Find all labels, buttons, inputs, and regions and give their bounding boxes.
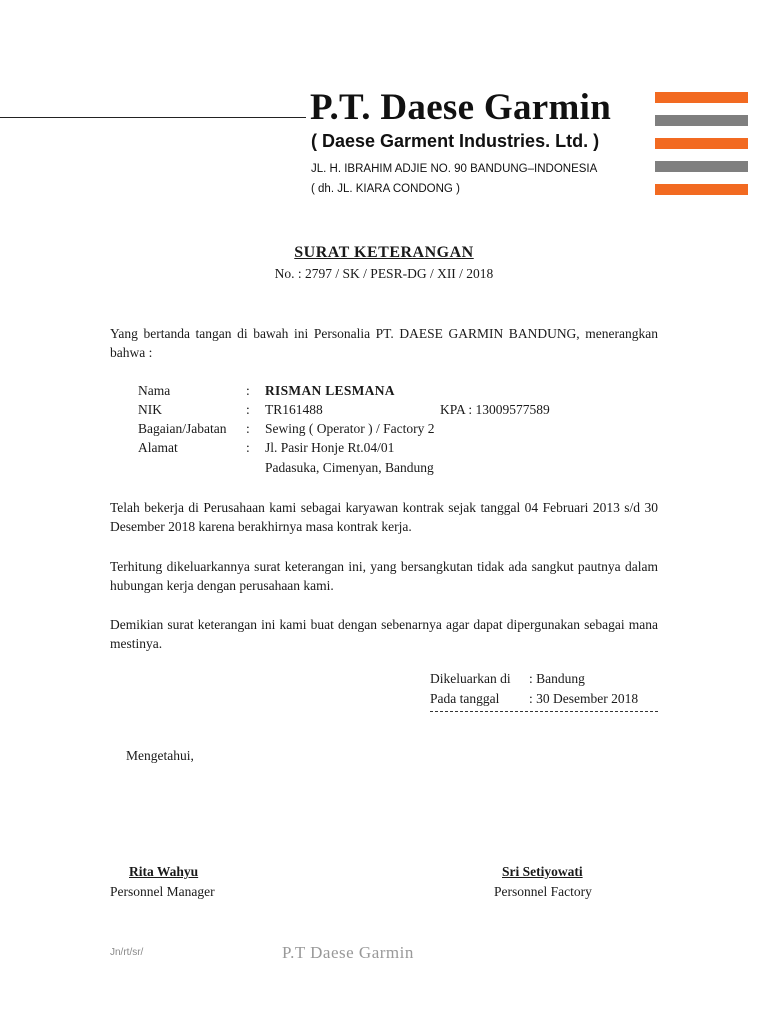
field-value-bagian: Sewing ( Operator ) / Factory 2 [265,421,435,436]
field-colon: : [246,421,250,436]
field-value-nik: TR161488 [265,402,323,417]
issue-date-value: : 30 Desember 2018 [529,691,639,706]
signatory-left-name: Rita Wahyu [129,864,199,879]
paragraph-release: Terhitung dikeluarkannya surat keterangan ini, yang bersangkutan tidak ada sangkut pautnya dalam hubungan kerja dengan perusahaan kami. [110,559,658,593]
signatory-left-role: Personnel Manager [110,884,215,899]
field-label-bagian: Bagaian/Jabatan [138,421,227,436]
logo-stripe-orange [655,92,748,103]
field-label-nik: NIK [138,402,162,417]
paragraph-employment: Telah bekerja di Perusahaan kami sebagai karyawan kontrak sejak tanggal 04 Februari 2013 s/d 30 Desember 2018 karena berakhirnya masa kontrak kerja. [110,500,658,534]
paragraph-closing: Demikian surat keterangan ini kami buat dengan sebenarnya agar dapat dipergunakan sebagai mana mestinya. [110,617,658,651]
field-value-alamat-line2: Padasuka, Cimenyan, Bandung [265,460,434,475]
signatory-right-name: Sri Setiyowati [502,864,583,879]
issue-date-label: Pada tanggal [430,691,500,706]
letter-title: SURAT KETERANGAN [294,244,474,261]
logo-stripe-orange [655,184,748,195]
field-label-nama: Nama [138,383,171,398]
intro-paragraph: Yang bertanda tangan di bawah ini Personalia PT. DAESE GARMIN BANDUNG, menerangkan bahwa : [110,326,658,360]
footer-company-name: P.T Daese Garmin [282,943,414,962]
company-logo-stripes [655,92,748,196]
footer-reference-code: Jn/rt/sr/ [110,947,144,958]
field-label-alamat: Alamat [138,440,178,455]
issue-dashed-divider [430,711,658,712]
logo-stripe-orange [655,138,748,149]
company-address-line2: ( dh. JL. KIARA CONDONG ) [311,183,460,195]
logo-stripe-gray [655,161,748,172]
issue-place-value: : Bandung [529,671,585,686]
field-kpa: KPA : 13009577589 [440,402,550,417]
letter-number: No. : 2797 / SK / PESR-DG / XII / 2018 [274,266,494,281]
logo-stripe-gray [655,115,748,126]
acknowledge-label: Mengetahui, [126,748,194,763]
field-value-alamat-line1: Jl. Pasir Honje Rt.04/01 [265,440,395,455]
company-name: P.T. Daese Garmin [310,87,612,128]
signatory-right-role: Personnel Factory [494,884,592,899]
header-rule [0,117,306,118]
issue-place-label: Dikeluarkan di [430,671,511,686]
field-colon: : [246,402,250,417]
field-value-nama: RISMAN LESMANA [265,383,395,398]
field-colon: : [246,383,250,398]
company-address-line1: JL. H. IBRAHIM ADJIE NO. 90 BANDUNG–INDONESIA [311,163,598,175]
field-colon: : [246,440,250,455]
company-subtitle: ( Daese Garment Industries. Ltd. ) [311,131,600,151]
